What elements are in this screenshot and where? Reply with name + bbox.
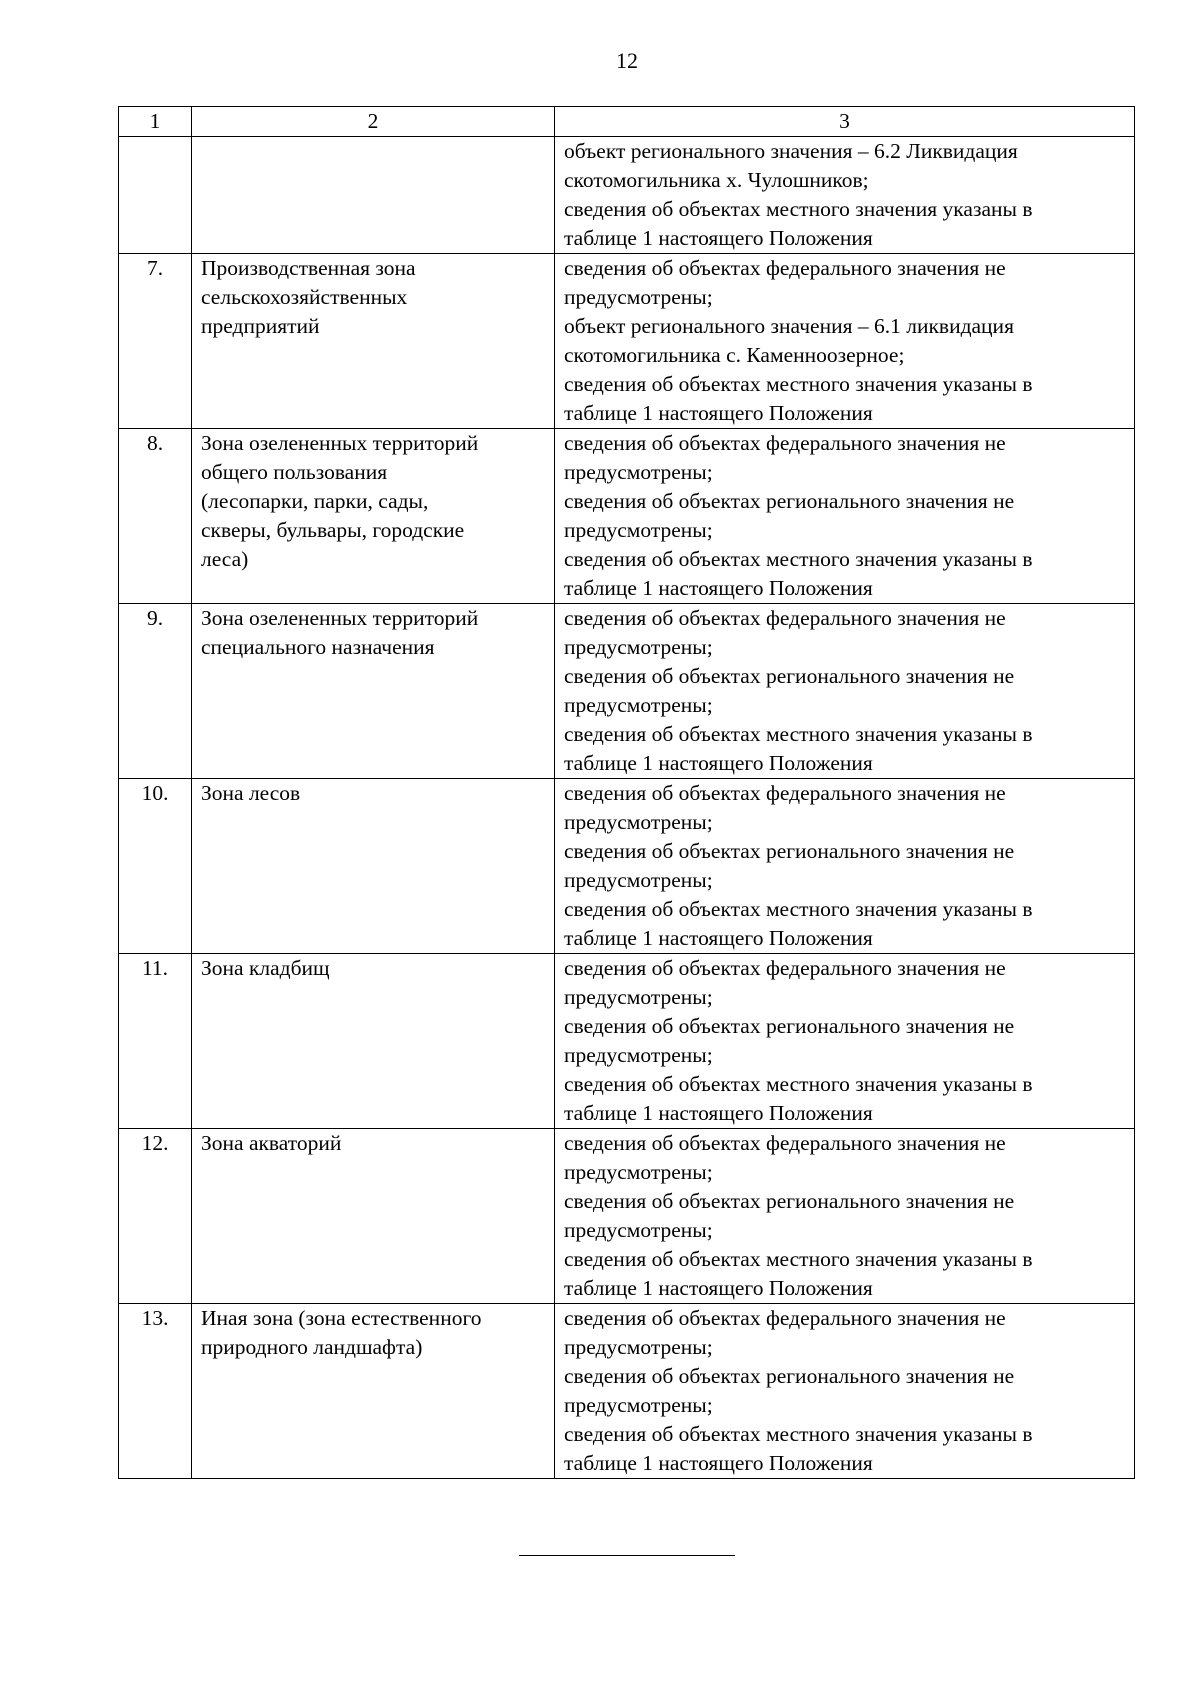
objects-info-line: сведения об объектах местного значения указаны в <box>564 1072 1033 1096</box>
column-header-3: 3 <box>555 107 1135 137</box>
objects-info-line: таблице 1 настоящего Положения <box>564 1101 873 1125</box>
objects-info-line: предусмотрены; <box>564 810 713 834</box>
objects-info-line: сведения об объектах регионального значения не <box>564 1364 1015 1388</box>
objects-info-line: предусмотрены; <box>564 285 713 309</box>
objects-info-cell <box>555 1304 1135 1479</box>
table-row <box>119 254 1135 429</box>
zone-name-cell <box>192 429 555 604</box>
zone-name-line: общего пользования <box>201 460 388 484</box>
objects-info-line: сведения об объектах федерального значения не <box>564 956 1006 980</box>
zone-name-cell <box>192 137 555 254</box>
table-body <box>119 107 1135 1479</box>
objects-info-line: сведения об объектах регионального значения не <box>564 664 1015 688</box>
objects-info-cell <box>555 954 1135 1129</box>
objects-info-cell <box>555 1129 1135 1304</box>
objects-info-line: сведения об объектах федерального значения не <box>564 781 1006 805</box>
column-header-2: 2 <box>192 107 555 137</box>
objects-info-line: предусмотрены; <box>564 1043 713 1067</box>
objects-info-line: предусмотрены; <box>564 693 713 717</box>
row-number: 9. <box>119 604 192 779</box>
objects-info-cell <box>555 604 1135 779</box>
zone-name-line: скверы, бульвары, городские <box>201 518 465 542</box>
objects-info-line: предусмотрены; <box>564 518 713 542</box>
objects-info-line: сведения об объектах местного значения указаны в <box>564 372 1033 396</box>
row-number: 12. <box>119 1129 192 1304</box>
zone-name-line: Производственная зона <box>201 256 416 280</box>
row-number: 13. <box>119 1304 192 1479</box>
objects-info-line: сведения об объектах местного значения указаны в <box>564 897 1033 921</box>
objects-info-line: сведения об объектах федерального значения не <box>564 256 1006 280</box>
zone-name-line: Иная зона (зона естественного <box>201 1306 482 1330</box>
objects-info-line: объект регионального значения – 6.2 Ликвидация <box>564 139 1018 163</box>
zone-name-line: Зона озелененных территорий <box>201 606 479 630</box>
objects-info-line: предусмотрены; <box>564 635 713 659</box>
objects-info-line: сведения об объектах местного значения указаны в <box>564 1247 1033 1271</box>
objects-info-line: предусмотрены; <box>564 1218 713 1242</box>
objects-info-line: объект регионального значения – 6.1 ликвидация <box>564 314 1014 338</box>
objects-info-line: таблице 1 настоящего Положения <box>564 226 873 250</box>
end-of-document-rule <box>519 1555 735 1556</box>
objects-info-line: скотомогильника с. Каменноозерное; <box>564 343 905 367</box>
objects-info-line: скотомогильника х. Чулошников; <box>564 168 869 192</box>
objects-info-line: сведения об объектах федерального значения не <box>564 1306 1006 1330</box>
zone-name-line: Зона озелененных территорий <box>201 431 479 455</box>
zone-name-cell <box>192 1129 555 1304</box>
objects-info-line: сведения об объектах местного значения указаны в <box>564 1422 1033 1446</box>
objects-info-line: таблице 1 настоящего Положения <box>564 751 873 775</box>
row-number <box>119 137 192 254</box>
objects-info-line: сведения об объектах федерального значения не <box>564 606 1006 630</box>
zone-name-cell <box>192 254 555 429</box>
objects-info-line: сведения об объектах местного значения указаны в <box>564 197 1033 221</box>
objects-info-line: сведения об объектах местного значения указаны в <box>564 547 1033 571</box>
column-header-1: 1 <box>119 107 192 137</box>
zone-name-line: сельскохозяйственных <box>201 285 408 309</box>
zone-name-line: леса) <box>201 547 249 571</box>
objects-info-cell <box>555 779 1135 954</box>
zone-name-cell <box>192 604 555 779</box>
zone-name-line: природного ландшафта) <box>201 1335 423 1359</box>
zone-name-line: (лесопарки, парки, сады, <box>201 489 429 513</box>
objects-info-cell <box>555 254 1135 429</box>
zones-table <box>118 106 1135 1479</box>
table-row <box>119 954 1135 1129</box>
objects-info-line: сведения об объектах федерального значения не <box>564 1131 1006 1155</box>
page-number: 12 <box>616 48 638 73</box>
row-number: 10. <box>119 779 192 954</box>
row-number: 8. <box>119 429 192 604</box>
table-row <box>119 429 1135 604</box>
zone-name-line: специального назначения <box>201 635 435 659</box>
objects-info-line: сведения об объектах федерального значения не <box>564 431 1006 455</box>
objects-info-line: предусмотрены; <box>564 985 713 1009</box>
table-row <box>119 1129 1135 1304</box>
objects-info-line: таблице 1 настоящего Положения <box>564 576 873 600</box>
objects-info-line: таблице 1 настоящего Положения <box>564 401 873 425</box>
objects-info-line: сведения об объектах местного значения указаны в <box>564 722 1033 746</box>
zone-name-line: Зона кладбищ <box>201 956 330 980</box>
objects-info-line: предусмотрены; <box>564 868 713 892</box>
table-row <box>119 1304 1135 1479</box>
zone-name-line: предприятий <box>201 314 320 338</box>
table-row <box>119 604 1135 779</box>
row-number: 7. <box>119 254 192 429</box>
objects-info-line: сведения об объектах регионального значения не <box>564 489 1015 513</box>
objects-info-line: сведения об объектах регионального значения не <box>564 1014 1015 1038</box>
objects-info-line: сведения об объектах регионального значения не <box>564 1189 1015 1213</box>
objects-info-line: сведения об объектах регионального значения не <box>564 839 1015 863</box>
objects-info-line: таблице 1 настоящего Положения <box>564 926 873 950</box>
table-row <box>119 137 1135 254</box>
objects-info-cell <box>555 137 1135 254</box>
zone-name-cell <box>192 1304 555 1479</box>
objects-info-line: предусмотрены; <box>564 1393 713 1417</box>
row-number: 11. <box>119 954 192 1129</box>
zone-name-line: Зона акваторий <box>201 1131 342 1155</box>
table-row <box>119 779 1135 954</box>
objects-info-cell <box>555 429 1135 604</box>
zone-name-cell <box>192 954 555 1129</box>
objects-info-line: таблице 1 настоящего Положения <box>564 1276 873 1300</box>
objects-info-line: предусмотрены; <box>564 460 713 484</box>
zone-name-line: Зона лесов <box>201 781 301 805</box>
table-header-row <box>119 107 1135 137</box>
objects-info-line: таблице 1 настоящего Положения <box>564 1451 873 1475</box>
objects-info-line: предусмотрены; <box>564 1160 713 1184</box>
zone-name-cell <box>192 779 555 954</box>
objects-info-line: предусмотрены; <box>564 1335 713 1359</box>
